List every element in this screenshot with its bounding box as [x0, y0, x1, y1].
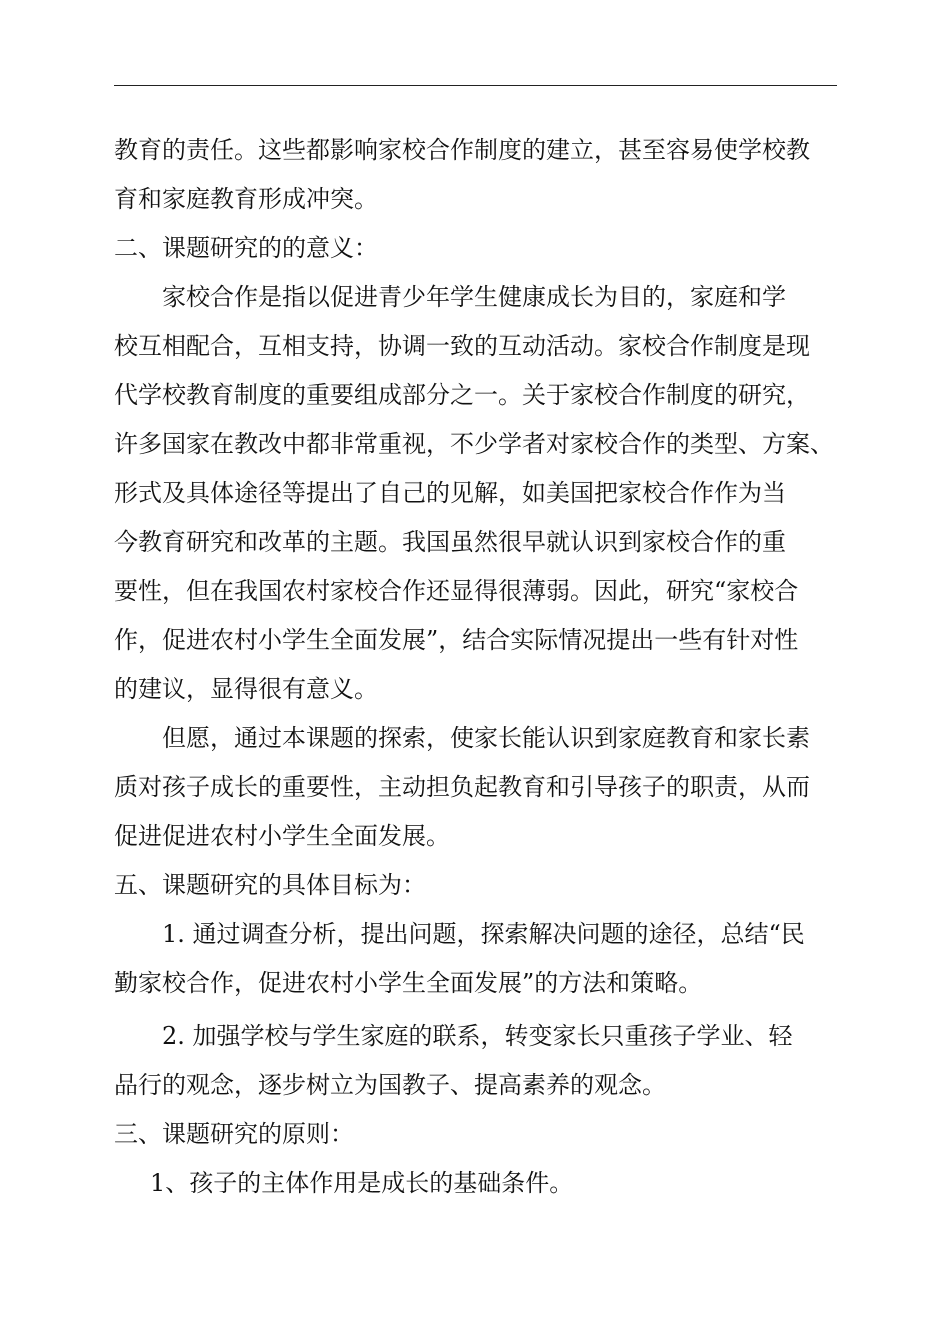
- header-rule: [114, 85, 837, 86]
- paragraph-line: 教育的责任。这些都影响家校合作制度的建立，甚至容易使学校教: [114, 136, 810, 164]
- section-heading: 二、课题研究的的意义：: [114, 234, 378, 262]
- paragraph-line: 要性，但在我国农村家校合作还显得很薄弱。因此，研究“家校合: [114, 577, 799, 605]
- paragraph-line: 许多国家在教改中都非常重视，不少学者对家校合作的类型、方案、: [114, 430, 834, 458]
- list-item-line: 1、孩子的主体作用是成长的基础条件。: [150, 1169, 574, 1197]
- paragraph-line: 形式及具体途径等提出了自己的见解，如美国把家校合作作为当: [114, 479, 786, 507]
- list-item-line: 1. 通过调查分析，提出问题，探索解决问题的途径，总结“民: [162, 920, 805, 948]
- paragraph-line: 但愿，通过本课题的探索，使家长能认识到家庭教育和家长素: [162, 724, 810, 752]
- paragraph-line: 质对孩子成长的重要性，主动担负起教育和引导孩子的职责，从而: [114, 773, 810, 801]
- section-heading: 五、课题研究的具体目标为：: [114, 871, 426, 899]
- paragraph-line: 代学校教育制度的重要组成部分之一。关于家校合作制度的研究，: [114, 381, 810, 409]
- list-item-line: 2. 加强学校与学生家庭的联系，转变家长只重孩子学业、轻: [162, 1022, 793, 1050]
- paragraph-line: 育和家庭教育形成冲突。: [114, 185, 378, 213]
- document-body: [114, 126, 837, 1208]
- list-item-line: 勤家校合作，促进农村小学生全面发展”的方法和策略。: [114, 969, 703, 997]
- paragraph-line: 的建议，显得很有意义。: [114, 675, 378, 703]
- section-heading: 三、课题研究的原则：: [114, 1120, 354, 1148]
- paragraph-line: 今教育研究和改革的主题。我国虽然很早就认识到家校合作的重: [114, 528, 786, 556]
- paragraph-line: 校互相配合，互相支持，协调一致的互动活动。家校合作制度是现: [114, 332, 810, 360]
- list-item-line: 品行的观念，逐步树立为国教子、提高素养的观念。: [114, 1071, 666, 1099]
- paragraph-line: 促进促进农村小学生全面发展。: [114, 822, 450, 850]
- paragraph-line: 家校合作是指以促进青少年学生健康成长为目的，家庭和学: [162, 283, 786, 311]
- paragraph-line: 作，促进农村小学生全面发展”，结合实际情况提出一些有针对性: [114, 626, 799, 654]
